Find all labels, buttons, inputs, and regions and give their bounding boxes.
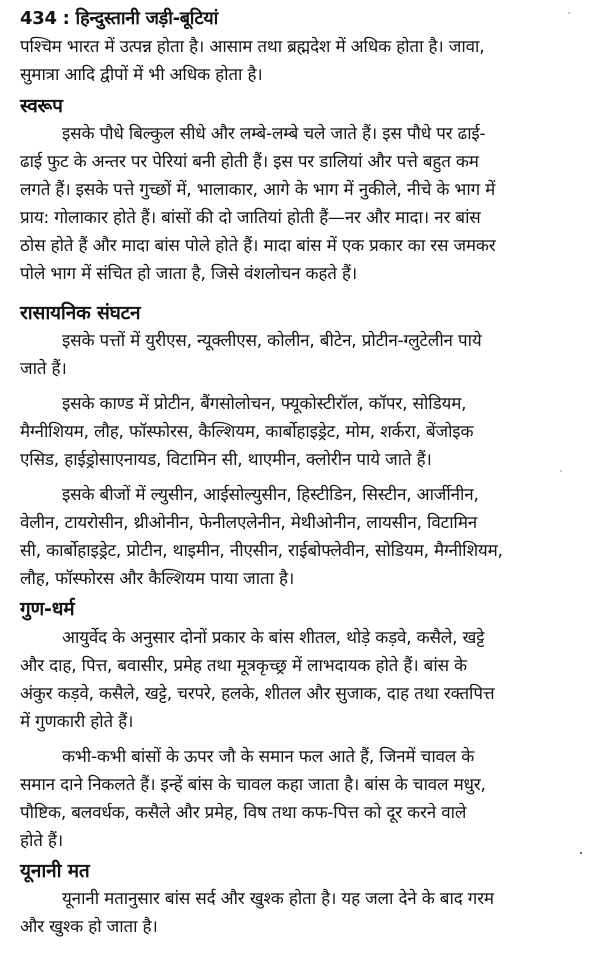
paragraph-line: आयुर्वेद के अनुसार दोनों प्रकार के बांस शीतल, थोड़े कड़वे, कसैले, खट्टे [62, 628, 485, 648]
paragraph-line: पोले भाग में संचित हो जाता है, जिसे वंशलोचन कहते हैं। [20, 264, 357, 284]
paragraph-line: यूनानी मतानुसार बांस सर्द और खुश्क होता है। यह जला देने के बाद गरम [62, 889, 494, 909]
paragraph-line: कभी-कभी बांसों के ऊपर जौ के समान फल आते हैं, जिनमें चावल के [62, 747, 475, 767]
paragraph-line: ठोस होते हैं और मादा बांस पोले होते हैं। मादा बांस में एक प्रकार का रस जमकर [20, 236, 496, 256]
paragraph-line: ढाई फुट के अन्तर पर पेरियां बनी होती हैं। इस पर डालियां और पत्ते बहुत कम [20, 152, 479, 172]
intro-line: पश्चिम भारत में उत्पन्न होता है। आसाम तथा ब्रह्मदेश में अधिक होता है। जावा, [20, 37, 485, 57]
paragraph-line: एसिड, हाईड्रोसाएनायड, विटामिन सी, थाएमीन, क्लोरीन पाये जाते हैं। [20, 450, 432, 470]
section-heading-properties: गुण-धर्म [20, 598, 75, 620]
paragraph-line: इसके पत्तों में युरीएस, न्यूक्लीएस, कोलीन, बीटेन, प्रोटीन-ग्लुटेलीन पाये [62, 331, 482, 351]
paragraph-line: पौष्टिक, बलवर्धक, कसैले और प्रमेह, विष तथा कफ-पित्त को दूर करने वाले [20, 803, 467, 823]
paragraph-line: इसके काण्ड में प्रोटीन, बैंगसोलोचन, फ्यूकोस्टीरॉल, कॉपर, सोडियम, [62, 394, 467, 414]
paragraph-line: मैग्नीशियम, लौह, फॉस्फोरस, कैल्शियम, कार्बोहाइड्रेट, मोम, शर्करा, बेंजोइक [20, 422, 474, 442]
paragraph-line: अंकुर कड़वे, कसैले, खट्टे, चरपरे, हलके, शीतल और सुजाक, दाह तथा रक्तपित्त [20, 684, 495, 704]
paragraph-line: वेलीन, टायरोसीन, थ्रीओनीन, फेनीलएलेनीन, मेथीओनीन, लायसीन, विटामिन [20, 513, 478, 533]
paragraph-line: लगते हैं। इसके पत्ते गुच्छों में, भालाकार, आगे के भाग में नुकीले, नीचे के भाग में [20, 180, 496, 200]
paragraph-line: प्राय: गोलाकार होते हैं। बांसों की दो जातियां होती हैं—नर और मादा। नर बांस [20, 208, 481, 228]
paragraph-line: इसके पौधे बिल्कुल सीधे और लम्बे-लम्बे चले जाते हैं। इस पौधे पर ढाई- [62, 124, 486, 144]
section-heading-unani-view: यूनानी मत [20, 860, 90, 882]
paragraph-line: समान दाने निकलते हैं। इन्हें बांस के चावल कहा जाता है। बांस के चावल मधुर, [20, 775, 486, 795]
section-heading-chemical-composition: रासायनिक संघटन [20, 302, 141, 324]
paragraph-line: जाते हैं। [20, 359, 67, 379]
intro-line: सुमात्रा आदि द्वीपों में भी अधिक होता है। [20, 65, 263, 85]
paragraph-line: और दाह, पित्त, बवासीर, प्रमेह तथा मूत्रकृच्छ्र में लाभदायक होते हैं। बांस के [20, 656, 467, 676]
paragraph-line: और खुश्क हो जाता है। [20, 917, 158, 937]
paragraph-line: होते हैं। [20, 831, 63, 851]
paragraph-line: इसके बीजों में ल्युसीन, आईसोल्युसीन, हिस्टीडिन, सिस्टीन, आर्जीनीन, [62, 485, 479, 505]
scan-speck [560, 470, 562, 472]
paragraph-line: लौह, फॉस्फोरस और कैल्शियम पाया जाता है। [20, 569, 295, 589]
section-heading-form: स्वरूप [20, 95, 63, 117]
paragraph-line: में गुणकारी होते हैं। [20, 712, 134, 732]
running-header: 434 : हिन्दुस्तानी जड़ी-बूटियां [20, 8, 219, 29]
scan-speck [568, 12, 570, 14]
scan-speck [580, 852, 582, 854]
paragraph-line: सी, कार्बोहाइड्रेट, प्रोटीन, थाइमीन, नीएसीन, राईबोफ्लेवीन, सोडियम, मैग्नीशियम, [20, 541, 503, 561]
